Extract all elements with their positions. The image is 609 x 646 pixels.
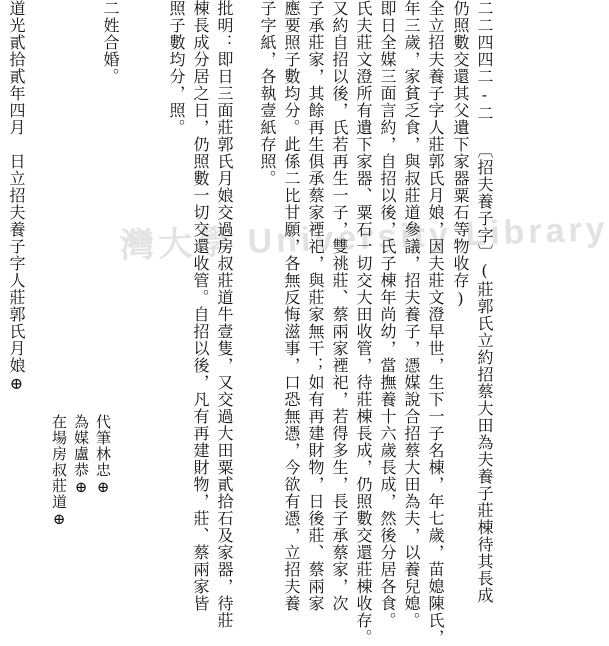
body-line: 年三歲，家貧乏食，與叔莊道參議，招夫養子，憑媒說合招蔡大田為夫，以養兒媳。 — [402, 0, 421, 629]
body-line: 氏夫莊文澄所有遺下家器、粟石一切交大田收管，待莊棟長成，仍照數交還莊棟收存。 — [354, 0, 373, 646]
heading-line-1: 二二四四二-二 〔招夫養子字〕(莊郭氏立約招蔡大田為夫養子莊棟待其長成 — [475, 0, 494, 604]
body-line: 子字紙，各執壹紙存照。 — [258, 0, 277, 187]
annotation-line: 批明：即日三面莊郭氏月娘交過房叔莊道牛壹隻，又交過大田粟貳拾石及家器，待莊 — [215, 0, 234, 629]
body-line: 全立招夫養子字人莊郭氏月娘，因夫莊文澄早世，生下一子名棟，年七歲，苗媳陳氏， — [426, 0, 445, 646]
signature-matchmaker: 為媒盧恭⊕ — [72, 414, 90, 497]
annotation-line: 棟長成分居之日，仍照數一切交還收管。自招以後，凡有再建財物，莊、蔡兩家皆 — [191, 0, 210, 612]
heading-line-2: 仍照數交還其父遺下家器粟石等物收存) — [451, 0, 470, 309]
annotation-line: 照子數均分，照。 — [167, 0, 186, 136]
body-line: 應要照子數均分。此係二比甘願，各無反悔滋事，口恐無憑，今欲有憑，立招夫養 — [282, 0, 301, 612]
date-line: 道光貳拾貳年四月 日立招夫養子字人莊郭氏月娘⊕ — [7, 0, 26, 394]
marriage-note: 二姓合婚。 — [101, 0, 120, 85]
body-line: 子承莊家，其餘再生俱承蔡家禋祀，與莊家無干；如有再建財物，日後莊、蔡兩家 — [306, 0, 325, 612]
signature-witness: 在場房叔莊道⊕ — [50, 414, 68, 529]
library-watermark: 灣大學 University Library — [119, 210, 609, 266]
body-line: 即日全媒三面言約，自招以後，氏子棟年尚幼，當撫養十六歲長成，然後分居各食。 — [378, 0, 397, 629]
body-line: 又約自招以後，氏若再生一子，雙祧莊、蔡兩家禋祀，若得多生，長子承蔡家，次 — [330, 0, 349, 612]
signature-scribe: 代筆林忠⊕ — [94, 414, 112, 497]
